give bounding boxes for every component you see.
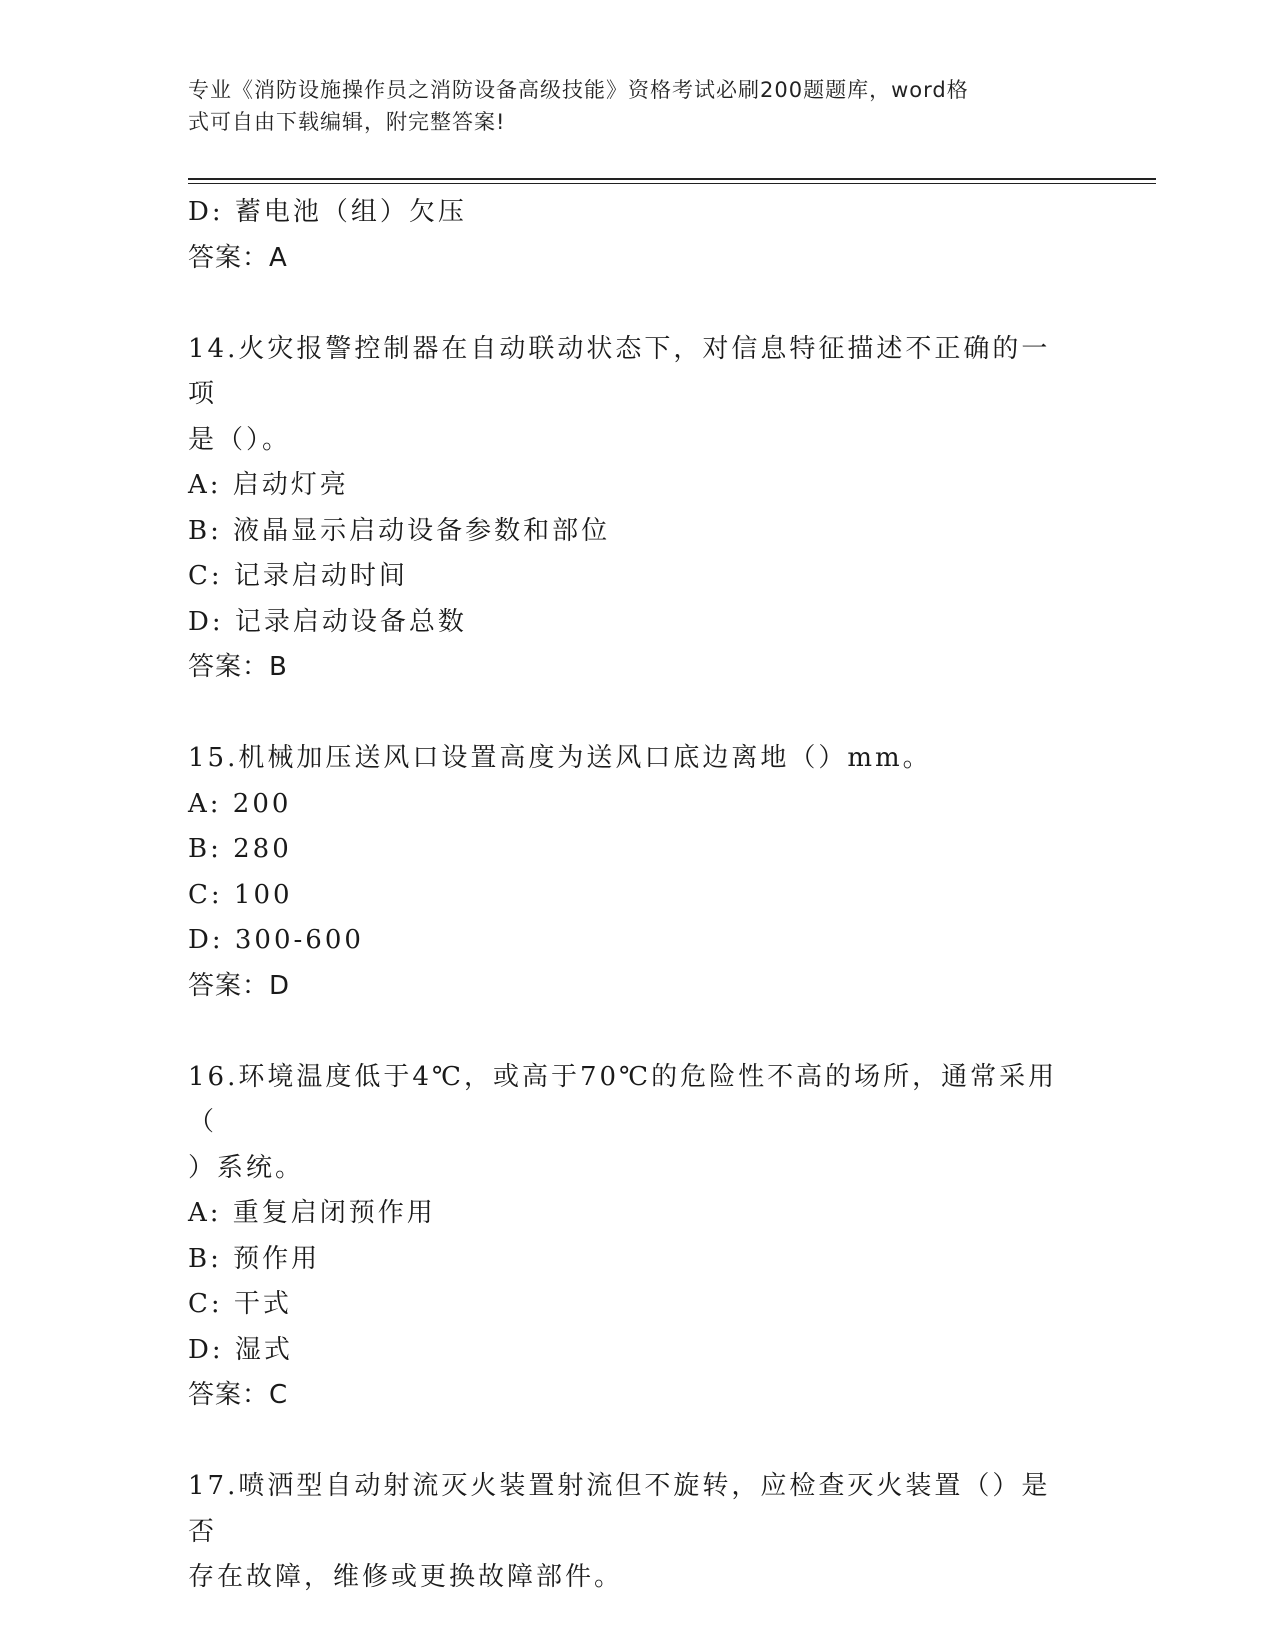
question-spacer [188,281,1088,327]
option-b: B: 预作用 [188,1243,321,1274]
question-17 [188,1464,1088,1601]
option-d: D: 蓄电池（组）欠压 [188,197,467,227]
question-spacer [188,1419,1088,1465]
question-15 [188,736,1088,1009]
question-16 [188,1055,1088,1419]
answer-label: 答案：B [188,652,288,682]
header-title-line1: 专业《消防设施操作员之消防设备高级技能》资格考试必刷200题题库，word格 [188,78,969,102]
question-stem-line2: 存在故障，维修或更换故障部件。 [188,1562,624,1592]
question-13 [188,190,1088,281]
question-stem-line2: ）系统。 [188,1152,305,1183]
question-stem-line1: 15.机械加压送风口设置高度为送风口底边离地（）mm。 [188,743,932,773]
answer-label: 答案：C [188,1380,289,1410]
header-divider-thick [188,178,1156,180]
option-c: C: 干式 [188,1289,292,1319]
question-stem-line1: 14.火灾报警控制器在自动联动状态下，对信息特征描述不正确的一项 [188,333,1051,409]
option-b: B: 液晶显示启动设备参数和部位 [188,515,611,546]
option-d: D: 湿式 [188,1334,293,1365]
header-title-line2: 式可自由下载编辑，附完整答案! [188,110,506,134]
option-d: D: 记录启动设备总数 [188,606,467,637]
option-a: A: 200 [188,788,292,819]
option-a: A: 重复启闭预作用 [188,1198,436,1228]
option-c: C: 100 [188,879,293,910]
option-c: C: 记录启动时间 [188,561,408,591]
question-stem-line1: 16.环境温度低于4℃，或高于70℃的危险性不高的场所，通常采用（ [188,1061,1058,1137]
question-stem-line1: 17.喷洒型自动射流灭火装置射流但不旋转，应检查灭火装置（）是否 [188,1471,1051,1547]
answer-label: 答案：A [188,242,288,273]
question-spacer [188,1009,1088,1055]
question-list [188,190,1088,1601]
option-b: B: 280 [188,834,292,864]
question-spacer [188,691,1088,737]
answer-label: 答案：D [188,970,291,1001]
header-divider-thin [188,183,1156,184]
document-header [188,74,1088,138]
question-stem-line2: 是（）。 [188,424,292,455]
question-14 [188,327,1088,691]
option-a: A: 启动灯亮 [188,470,349,500]
option-d: D: 300-600 [188,925,364,955]
